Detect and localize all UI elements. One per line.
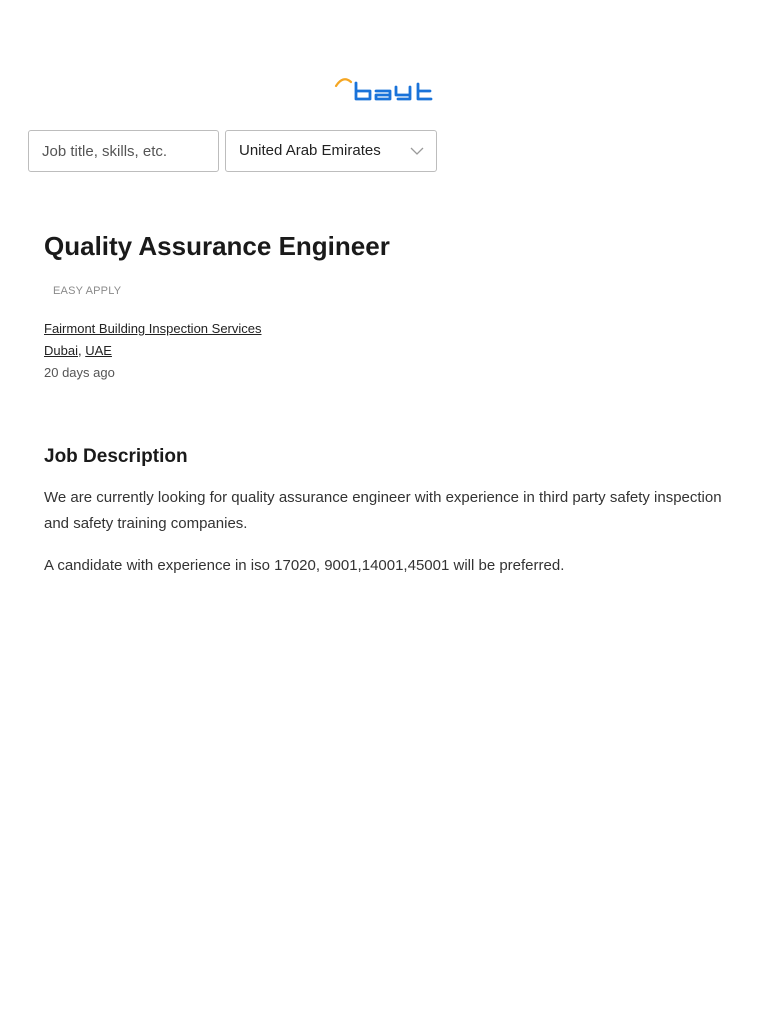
city-link[interactable]: Dubai xyxy=(44,343,78,358)
country-select[interactable] xyxy=(225,130,437,172)
description-paragraph: A candidate with experience in iso 17020, 9001,14001,45001 will be preferred. xyxy=(44,557,565,574)
job-description-heading: Job Description xyxy=(44,446,188,467)
country-link[interactable]: UAE xyxy=(85,343,112,358)
keyword-field[interactable] xyxy=(28,130,219,172)
company-link[interactable]: Fairmont Building Inspection Services xyxy=(44,321,262,336)
logo-accent-arc-icon xyxy=(336,79,351,86)
keyword-input[interactable] xyxy=(29,131,218,171)
posted-date: 20 days ago xyxy=(44,365,115,380)
chevron-down-icon xyxy=(410,144,424,158)
job-location xyxy=(44,343,112,358)
location-separator: , xyxy=(77,343,86,358)
description-paragraph: We are currently looking for quality assurance engineer with experience in third party safety inspection and safety training companies. xyxy=(44,489,722,532)
easy-apply-badge: EASY APPLY xyxy=(53,285,122,297)
country-selected-value: United Arab Emirates xyxy=(239,142,381,159)
bayt-logo[interactable] xyxy=(334,74,434,104)
job-title: Quality Assurance Engineer xyxy=(44,231,390,261)
